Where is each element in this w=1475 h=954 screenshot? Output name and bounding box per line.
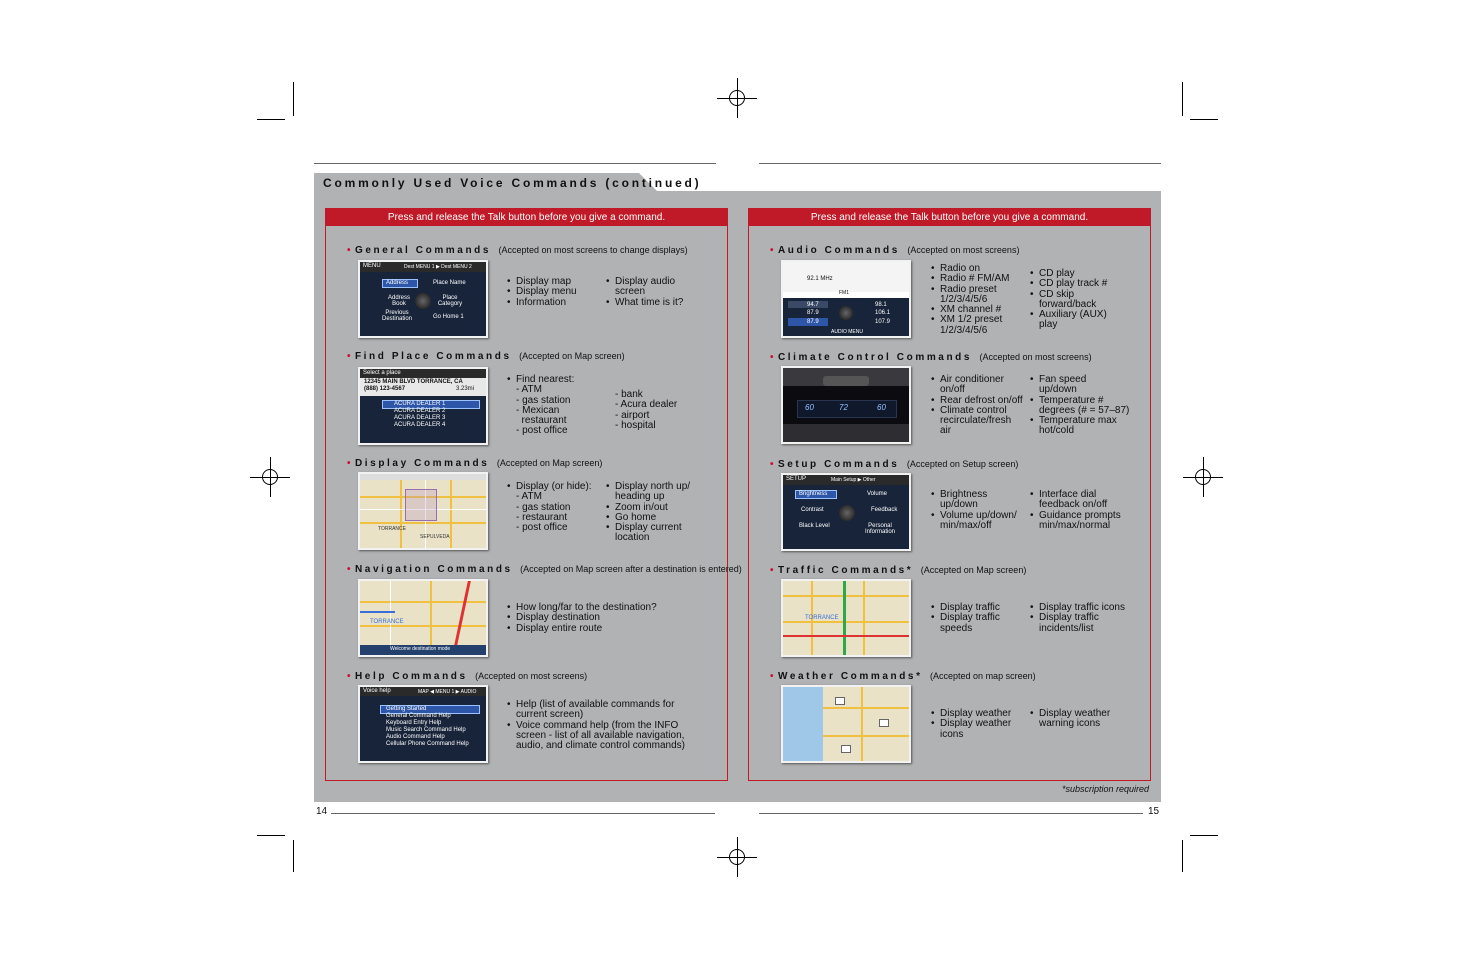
navigation-screen-image: TORRANCE Welcome destination mode <box>358 579 488 657</box>
crop-mark <box>257 119 285 120</box>
top-rule <box>314 163 716 164</box>
map-screen-image: TORRANCE SEPULVEDA <box>358 472 488 550</box>
dial-icon <box>415 293 431 309</box>
bullet-icon: • <box>347 564 351 575</box>
registration-mark-icon <box>717 78 757 118</box>
climate-commands-heading: • Climate Control Commands (Accepted on most screens) <box>770 352 1092 363</box>
weather-icon <box>879 719 889 727</box>
setup-list-1: • Brightness up/down • Volume up/down/ min/max/off <box>931 490 1017 531</box>
crop-mark <box>293 840 294 872</box>
page-title: Commonly Used Voice Commands (continued) <box>323 176 702 190</box>
bullet-icon: • <box>347 671 351 682</box>
dial-icon <box>839 505 855 521</box>
audio-list-2: • CD play • CD play track # • CD skip forward/back • Auxiliary (AUX) play <box>1030 269 1107 331</box>
registration-mark-icon <box>1183 457 1223 497</box>
climate-list-2: • Fan speed up/down • Temperature # degrees (# = 57–87) • Temperature max hot/cold <box>1030 375 1129 437</box>
display-list-2: • Display north up/ heading up • Zoom in/out • Go home • Display current location <box>606 482 690 544</box>
weather-icon <box>835 697 845 705</box>
find-place-list-2: - bank - Acura dealer - airport - hospital <box>615 389 678 431</box>
help-commands-heading: • Help Commands (Accepted on most screens) <box>347 671 588 682</box>
audio-list-1: • Radio on • Radio # FM/AM • Radio preset 1/2/3/4/5/6 • XM channel # • XM 1/2 preset 1/2/3/4/5/6 <box>931 264 1009 336</box>
weather-list-2: • Display weather warning icons <box>1030 709 1110 730</box>
find-place-list-1: • Find nearest: - ATM - gas station - Mexican restaurant - post office <box>507 375 574 437</box>
crop-mark <box>1182 82 1183 116</box>
dial-icon <box>839 306 853 320</box>
subscription-footnote: *subscription required <box>1062 784 1150 794</box>
menu-screen-image: MENU Dest MENU 1 ▶ Dest MENU 2 Address Place Name Address Book Place Category Previous Destination Go Home 1 <box>358 260 488 338</box>
traffic-map-image: TORRANCE <box>781 579 911 657</box>
bullet-icon: • <box>770 565 774 576</box>
general-commands-list-2: • Display audio screen • What time is it? <box>606 277 683 308</box>
traffic-commands-heading: • Traffic Commands* (Accepted on Map screen) <box>770 565 1027 576</box>
select-place-screen-image: Select a place 12345 MAIN BLVD TORRANCE, CA (888) 123-4567 3.23mi ACURA DEALER 1 ACURA DEALER 2 ACURA DEALER 3 ACURA DEALER 4 <box>358 367 488 445</box>
general-commands-list-1: • Display map • Display menu • Information <box>507 277 577 308</box>
page-number-right: 15 <box>1148 806 1160 817</box>
setup-screen-image: SETUP Main Setup ▶ Other Brightness Volume Contrast Feedback Black Level Personal Information <box>781 473 911 551</box>
audio-commands-heading: • Audio Commands (Accepted on most screens) <box>770 245 1020 256</box>
bottom-rule <box>331 813 715 814</box>
bullet-icon: • <box>347 458 351 469</box>
talk-banner: Press and release the Talk button before you give a command. <box>749 209 1150 226</box>
crop-mark <box>293 82 294 116</box>
general-commands-heading: • General Commands (Accepted on most screens to change displays) <box>347 245 688 256</box>
help-list: • Help (list of available commands for current screen) • Voice command help (from the INFO screen - list of all available navigation, audio, and climate control commands) <box>507 700 685 751</box>
climate-display-image: 60 72 60 <box>781 366 911 444</box>
audio-screen-image: 92.1 MHz FM1 94.7 87.9 87.9 98.1 106.1 107.9 AUDIO MENU <box>781 260 911 338</box>
bullet-icon: • <box>770 459 774 470</box>
registration-mark-icon <box>717 837 757 877</box>
weather-list-1: • Display weather • Display weather icons <box>931 709 1011 740</box>
setup-list-2: • Interface dial feedback on/off • Guidance prompts min/max/normal <box>1030 490 1121 531</box>
top-rule <box>759 163 1161 164</box>
talk-banner: Press and release the Talk button before you give a command. <box>326 209 727 226</box>
bullet-icon: • <box>770 671 774 682</box>
bottom-rule <box>759 813 1143 814</box>
setup-commands-heading: • Setup Commands (Accepted on Setup screen) <box>770 459 1019 470</box>
bullet-icon: • <box>770 245 774 256</box>
voice-help-screen-image: Voice help MAP ◀ MENU 1 ▶ AUDIO Getting Started General Command Help Keyboard Entry Help Music Search Command Help Audio Command Help Cellular Phone Command Help <box>358 685 488 763</box>
navigation-list: • How long/far to the destination? • Display destination • Display entire route <box>507 603 657 634</box>
climate-list-1: • Air conditioner on/off • Rear defrost on/off • Climate control recirculate/fresh air <box>931 375 1023 437</box>
crop-mark <box>1182 840 1183 872</box>
registration-mark-icon <box>250 457 290 497</box>
bullet-icon: • <box>347 245 351 256</box>
navigation-commands-heading: • Navigation Commands (Accepted on Map screen after a destination is entered) <box>347 564 742 575</box>
weather-commands-heading: • Weather Commands* (Accepted on map screen) <box>770 671 1036 682</box>
display-commands-heading: • Display Commands (Accepted on Map screen) <box>347 458 603 469</box>
traffic-list-2: • Display traffic icons • Display traffic incidents/list <box>1030 603 1125 634</box>
weather-map-image <box>781 685 911 763</box>
find-place-commands-heading: • Find Place Commands (Accepted on Map screen) <box>347 351 625 362</box>
bullet-icon: • <box>770 352 774 363</box>
weather-icon <box>841 745 851 753</box>
crop-mark <box>1190 119 1218 120</box>
bullet-icon: • <box>347 351 351 362</box>
page-number-left: 14 <box>316 806 328 817</box>
crop-mark <box>257 835 285 836</box>
traffic-list-1: • Display traffic • Display traffic speeds <box>931 603 1000 634</box>
display-list-1: • Display (or hide): - ATM - gas station - restaurant - post office <box>507 482 592 533</box>
crop-mark <box>1190 835 1218 836</box>
